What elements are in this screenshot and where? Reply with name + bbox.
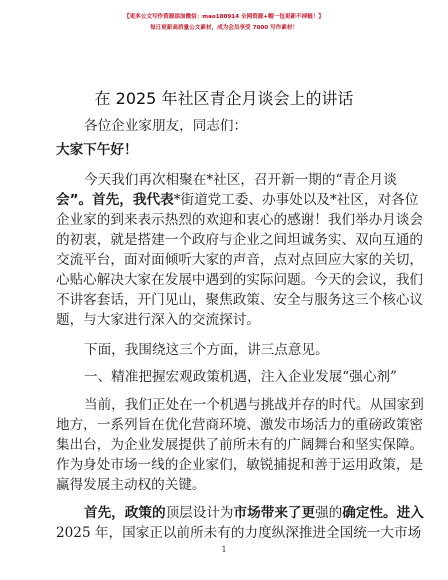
paragraph-2: 下面，我围绕这三个方面，讲三点意见。 [84, 342, 329, 358]
greeting: 大家下午好！ [56, 142, 138, 158]
text-run: 顶层设计为 [165, 505, 234, 521]
text-run: 强的 [315, 505, 343, 521]
bold-run: 政策的 [124, 505, 166, 521]
paragraph-1-line-8: 题，与大家进行深入的交流探讨。 [56, 312, 260, 328]
bold-run: 首先， [84, 505, 125, 521]
salutation: 各位企业家朋友，同志们： [84, 118, 248, 134]
paragraph-3-line-5: 赢得发展主动权的关键。 [56, 477, 206, 493]
bold-run: 我代表 [132, 192, 174, 208]
paragraph-3-line-2: 地方，一系列旨在优化营商环境、激发市场活力的重磅政策密 [56, 417, 424, 433]
paragraph-1-line-3: 企业家的到来表示热烈的欢迎和衷心的感谢！我们举办月谈会 [56, 212, 424, 228]
paragraph-1-line-6: 心贴心解决大家在发展中遇到的实际问题。今天的会议，我们 [56, 272, 424, 288]
bold-run: 会”。首先， [56, 192, 133, 208]
paragraph-1-line-1: 今天我们再次相聚在*社区，召开新一期的“青企月谈 [84, 172, 397, 188]
paragraph-3-line-3: 集出台，为企业发展提供了前所未有的广阔舞台和坚实保障。 [56, 437, 424, 453]
paragraph-4-line-1 [84, 503, 424, 523]
paragraph-3-line-4: 作为身处市场一线的企业家们，敏锐捕捉和善于运用政策，是 [56, 457, 424, 473]
paragraph-4-line-2: 2025 年，国家正以前所未有的力度纵深推进全国统一大市场 [56, 525, 422, 541]
section-heading-1: 一、精准把握宏观政策机遇，注入企业发展“强心剂” [84, 369, 397, 385]
promo-banner-line-1: 【更多公文写作资源添加微信：mao180914 全网资源+帽一包更新不掉链！】 [123, 14, 325, 20]
promo-banner-line-2: 每日更新高质量公文素材，成为会员享受 7000 写作素材！ [149, 25, 299, 31]
bold-run: 确定性。 [342, 505, 397, 521]
paragraph-1-line-5: 交流平台，面对面倾听大家的声音，点对点回应大家的关切， [56, 252, 424, 268]
paragraph-1-line-2 [56, 190, 419, 210]
paragraph-1-line-4: 的初衷，就是搭建一个政府与企业之间坦诚务实、双向互通的 [56, 232, 424, 248]
page-number: 1 [221, 545, 227, 554]
paragraph-1-line-7: 不讲客套话，开门见山，聚焦政策、安全与服务这三个核心议 [56, 292, 424, 308]
bold-run: 进入 [396, 505, 424, 521]
paragraph-3-line-1: 当前，我们正处在一个机遇与挑战并存的时代。从国家到 [84, 397, 424, 413]
text-run: *街道党工委、办事处以及*社区，对各位 [173, 192, 419, 208]
document-title: 在 2025 年社区青企月谈会上的讲话 [94, 89, 354, 108]
bold-run: 市场带 [233, 505, 275, 521]
bold-run: 来了更 [274, 505, 316, 521]
